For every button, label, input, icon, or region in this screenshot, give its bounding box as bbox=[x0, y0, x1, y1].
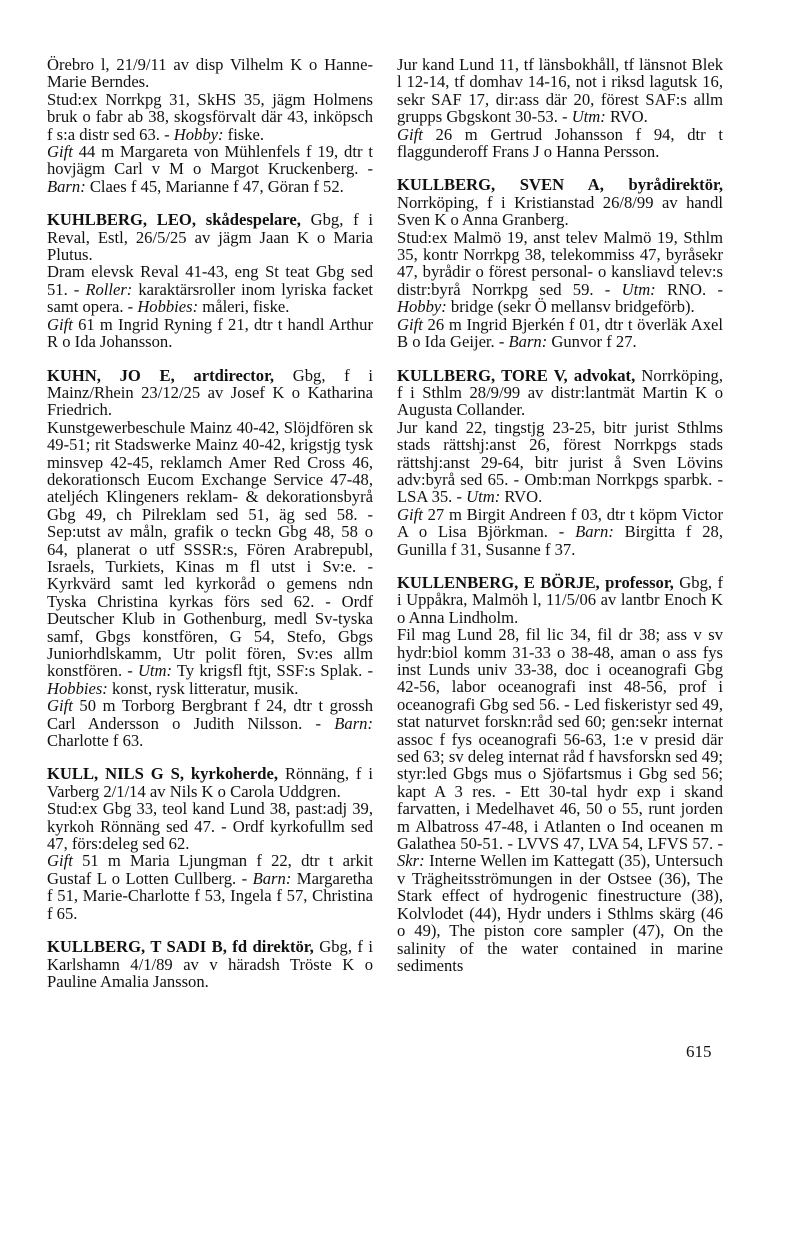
entry-paragraph bbox=[47, 800, 373, 852]
entry-text: fiske. bbox=[223, 124, 265, 144]
right-column bbox=[397, 56, 723, 990]
entry-text: Gbg, f i Uppåkra, Malmöh l, 11/5/06 av lantbr Enoch K o Anna Lindholm. bbox=[397, 572, 723, 627]
entry-text: Jur kand Lund 11, tf länsbokhåll, tf länsnot Blek l 12-14, tf domhav 14-16, not i riksd lagutsk 16, sekr SAF 17, dir:ass där 20, förest SAF:s allm grupps Gbgskont 30-53. - bbox=[397, 55, 723, 127]
field-label: Hobbies: bbox=[47, 678, 108, 698]
field-label: Barn: bbox=[508, 332, 548, 352]
entry-heading: KULL, NILS G S, kyrkoherde, bbox=[47, 764, 279, 784]
entry-text: Dram elevsk Reval 41-43, eng St teat Gbg sed 51. - bbox=[47, 262, 373, 299]
entry-text: Stud:ex Norrkpg 31, SkHS 35, jägm Holmens bruk o fabr ab 38, skogsförvalt där 43, inköpsch f s:a distr sed 63. - bbox=[47, 89, 373, 144]
field-label: Skr: bbox=[397, 851, 425, 871]
field-label: Utm: bbox=[137, 661, 173, 681]
field-label: Hobby: bbox=[397, 297, 447, 317]
field-label: Barn: bbox=[334, 713, 373, 733]
biography-entry bbox=[47, 938, 373, 990]
entry-text: Norrköping, f i Kristianstad 26/8/99 av handl Sven K o Anna Granberg. bbox=[397, 192, 723, 230]
field-label: Gift bbox=[47, 142, 73, 162]
entry-heading: KULLENBERG, E BÖRJE, professor, bbox=[397, 572, 674, 592]
entry-text: bridge (sekr Ö mellansv bridgeförb). bbox=[446, 297, 695, 317]
entry-text: Fil mag Lund 28, fil lic 34, fil dr 38; ass v sv hydr:biol komm 31-33 o 38-48, aman o ass fys inst Lunds univ 33-38, doc i oceanografi Gbg 42-56, labor oceanografi inst 48-56, prof i oceanografi Gbg sed 56. - Led fiskeristyr sed 49, stat naturvet forskn:råd sed 60; gen:sekr internat assoc f fys oceanografi 56-63, 1:e v presid där sed 63; sv deleg internat råd f havsforskn sed 49; styr:led Gbgs mus o Sjöfartsmus i Gbg sed 56; kapt A 3 res. - Ett 30-tal hydr exp i skand farvatten, i Medelhavet 46, 50 o 55, runt jorden m Albatross 47-48, i Atlanten o Ind oceanen m Galathea 50-51. - LVVS 47, LVA 54, LFVS 57. - bbox=[397, 625, 723, 854]
entry-text: Interne Wellen im Kattegatt (35), Untersuch v Trägheitsströmungen in der Ostsee (36), The Stark effect of hydrogenic finestructure (38), Kolvlodet (44), Hydr unders i Sthlms skärg (46 o 49), The piston core sampler (47), On the salinity of the water contained in marine sediments bbox=[397, 851, 723, 975]
entry-text: Claes f 45, Marianne f 47, Göran f 52. bbox=[85, 176, 344, 196]
entry-text: RNO. - bbox=[655, 279, 723, 299]
entry-text: karaktärsroller inom lyriska facket samt opera. - bbox=[47, 279, 373, 317]
field-label: Gift bbox=[47, 696, 73, 716]
entry-paragraph bbox=[397, 419, 723, 506]
biography-entry bbox=[47, 56, 373, 195]
field-label: Gift bbox=[47, 851, 73, 871]
entry-paragraph bbox=[397, 574, 723, 626]
field-label: Utm: bbox=[621, 279, 656, 299]
field-label: Utm: bbox=[571, 107, 606, 127]
field-label: Gift bbox=[397, 124, 423, 144]
entry-text: 26 m Ingrid Bjerkén f 01, dtr t överläk Axel B o Ida Geijer. - bbox=[397, 314, 723, 352]
entry-paragraph bbox=[397, 316, 723, 351]
entry-text: Gbg, f i Reval, Estl, 26/5/25 av jägm Jaan K o Maria Plutus. bbox=[47, 210, 373, 265]
field-label: Roller: bbox=[85, 279, 133, 299]
entry-heading: KUHN, JO E, artdirector, bbox=[47, 365, 275, 385]
entry-text: konst, rysk litteratur, musik. bbox=[107, 678, 299, 698]
entry-text: måleri, fiske. bbox=[198, 297, 290, 317]
biography-entry bbox=[47, 765, 373, 922]
entry-paragraph bbox=[47, 367, 373, 419]
field-label: Hobbies: bbox=[137, 297, 199, 317]
entry-paragraph bbox=[47, 91, 373, 143]
entry-text: Gbg, f i Mainz/Rhein 23/12/25 av Josef K o Katharina Friedrich. bbox=[47, 365, 373, 420]
entry-paragraph bbox=[47, 419, 373, 698]
entry-paragraph bbox=[397, 56, 723, 126]
entry-text: Kunstgewerbeschule Mainz 40-42, Slöjdfören sk 49-51; rit Stadswerke Mainz 40-42, krigstjg tysk minsvep 42-45, reklamch Amer Red Cross 46, dekorationsch Eucom Exchange Service 47-48, ateljéch Klingeners reklam- & dekorationsbyrå Gbg 49, ch Pilreklam sed 51, äg sed 58. - Sep:utst av måln, grafik o teckn Gbg 48, 58 o 64, planerat o utf SSSR:s, Fören Arabrepubl, Israels, Turkiets, Kinas m fl utst i Sv:e. - Kyrkvärd samt led kyrkoråd o gemens ndn Tyska Christina kyrkas förs sed 62. - Ordf Deutscher Klub in Gothenburg, medl Sv-tyska samf, Gbgs konstfören, G 54, Stefo, Gbgs Juniorhdlskamm, Utr polit fören, Sv:es allm konstfören. - bbox=[47, 417, 373, 681]
entry-text: Norrköping, f i Sthlm 28/9/99 av distr:lantmät Martin K o Augusta Collander. bbox=[397, 365, 723, 420]
biography-entry bbox=[397, 56, 723, 160]
entry-paragraph bbox=[47, 211, 373, 263]
biography-entry bbox=[47, 211, 373, 350]
entry-paragraph bbox=[47, 56, 373, 91]
entry-text: Charlotte f 63. bbox=[47, 731, 144, 751]
entry-text: 27 m Birgit Andreen f 03, dtr t köpm Victor A o Lisa Björkman. - bbox=[397, 504, 723, 542]
entry-paragraph bbox=[397, 367, 723, 419]
entry-paragraph bbox=[47, 316, 373, 351]
entry-paragraph bbox=[397, 626, 723, 974]
entry-paragraph bbox=[397, 126, 723, 161]
biography-entry bbox=[397, 176, 723, 350]
entry-text: 51 m Maria Ljungman f 22, dtr t arkit Gustaf L o Lotten Cullberg. - bbox=[47, 851, 373, 888]
entry-text: 26 m Gertrud Johansson f 94, dtr t flaggunderoff Frans J o Hanna Persson. bbox=[397, 124, 723, 162]
entry-paragraph bbox=[47, 852, 373, 922]
field-label: Barn: bbox=[252, 868, 292, 888]
entry-text: 50 m Torborg Bergbrant f 24, dtr t grossh Carl Andersson o Judith Nilsson. - bbox=[47, 696, 373, 733]
entry-text: RVO. bbox=[605, 107, 648, 127]
entry-heading: KULLBERG, T SADI B, fd direktör, bbox=[47, 937, 314, 957]
entry-paragraph bbox=[47, 765, 373, 800]
page-number: 615 bbox=[686, 1042, 712, 1061]
biography-entry bbox=[47, 367, 373, 750]
entry-text: Rönnäng, f i Varberg 2/1/14 av Nils K o Carola Uddgren. bbox=[47, 764, 373, 801]
entry-heading: KULLBERG, SVEN A, byrådirektör, bbox=[397, 175, 723, 195]
entry-text: Örebro l, 21/9/11 av disp Vilhelm K o Hanne-Marie Berndes. bbox=[47, 55, 373, 92]
entry-text: Stud:ex Gbg 33, teol kand Lund 38, past:adj 39, kyrkoh Rönnäng sed 47. - Ordf kyrkofullm sed 47, förs:deleg sed 62. bbox=[47, 799, 373, 854]
biography-entry bbox=[397, 574, 723, 974]
entry-text: Gbg, f i Karlshamn 4/1/89 av v häradsh Tröste K o Pauline Amalia Jansson. bbox=[47, 937, 373, 991]
field-label: Gift bbox=[397, 314, 423, 334]
entry-text: Margaretha f 51, Marie-Charlotte f 53, Ingela f 57, Christina f 65. bbox=[47, 868, 373, 923]
entry-text: Gunvor f 27. bbox=[547, 332, 637, 352]
entry-paragraph bbox=[397, 229, 723, 316]
field-label: Barn: bbox=[575, 522, 614, 542]
entry-heading: KUHLBERG, LEO, skådespelare, bbox=[47, 210, 301, 230]
entry-text: Stud:ex Malmö 19, anst telev Malmö 19, Sthlm 35, kontr Norrkpg 38, telekommiss 47, byråsekr 47, byrådir o förest personal- o kansliavd telev:s distr:byrå Norrkpg sed 59. - bbox=[397, 227, 723, 299]
entry-heading: KULLBERG, TORE V, advokat, bbox=[397, 365, 636, 385]
entry-text: RVO. bbox=[500, 487, 543, 507]
entry-paragraph bbox=[47, 938, 373, 990]
entry-paragraph bbox=[47, 697, 373, 749]
entry-paragraph bbox=[47, 143, 373, 195]
entry-paragraph bbox=[397, 176, 723, 228]
entry-text: Ty krigsfl ftjt, SSF:s Splak. - bbox=[172, 661, 373, 681]
field-label: Hobby: bbox=[173, 124, 224, 144]
entry-paragraph bbox=[397, 506, 723, 558]
biography-entry bbox=[397, 367, 723, 558]
entry-text: 61 m Ingrid Ryning f 21, dtr t handl Arthur R o Ida Johansson. bbox=[47, 314, 373, 352]
left-column bbox=[47, 56, 373, 1006]
entry-text: Birgitta f 28, Gunilla f 31, Susanne f 37. bbox=[397, 522, 723, 559]
entry-text: 44 m Margareta von Mühlenfels f 19, dtr t hovjägm Carl v M o Margot Kruckenberg. - bbox=[47, 142, 373, 179]
entry-paragraph bbox=[47, 263, 373, 315]
field-label: Gift bbox=[397, 504, 423, 524]
field-label: Barn: bbox=[47, 176, 86, 196]
entry-text: Jur kand 22, tingstjg 23-25, bitr jurist Sthlms stads rättshj:anst 26, förest Norrkpgs stads rättshj:anst 29-64, bitr jurist å Sven Lövins adv:byrå sed 65. - Omb:man Norrkpgs sparbk. - LSA 35. - bbox=[397, 417, 723, 507]
field-label: Utm: bbox=[466, 487, 501, 507]
field-label: Gift bbox=[47, 314, 73, 334]
